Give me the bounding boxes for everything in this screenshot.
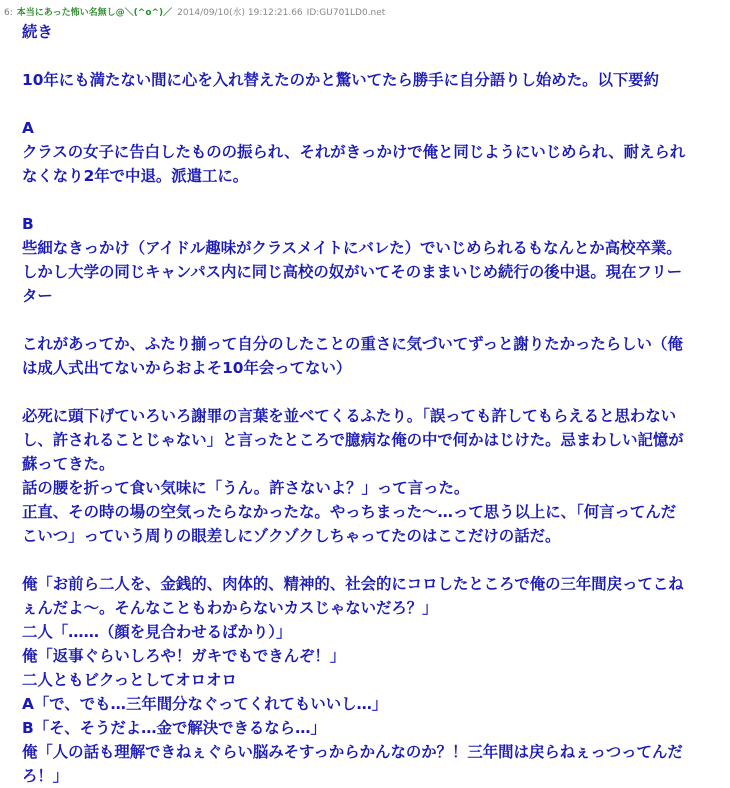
post-body-line: クラスの女子に告白したものの振られ、それがきっかけで俺と同じようにいじめられ、耐えられ — [22, 143, 686, 161]
post-body-line: 些細なきっかけ（アイドル趣味がクラスメイトにバレた）でいじめられるもなんとか高校卒業。 — [22, 239, 682, 257]
post-body-line: ぇんだよ〜。そんなこともわからないカスじゃないだろ？」 — [22, 599, 438, 617]
post-body-line: B「そ、そうだよ…金で解決できるなら…」 — [22, 719, 326, 737]
post-body-line: 正直、その時の場の空気ったらなかったな。やっちまった〜…って思う以上に、「何言ってんだ — [22, 503, 677, 521]
blank-line — [22, 92, 722, 116]
post-body-line: 二人ともビクっとしてオロオロ — [22, 671, 237, 689]
poster-name: 本当にあった怖い名無し@＼(^o^)／ — [16, 8, 173, 18]
post-body-line: A — [22, 119, 34, 137]
post-body-line: B — [22, 215, 34, 233]
post-body-line: 10年にも満たない間に心を入れ替えたのかと驚いてたら勝手に自分語りし始めた。以下要約 — [22, 71, 660, 89]
post-number[interactable]: 6: — [4, 8, 13, 18]
post-body-line: 二人「……（顔を見合わせるばかり）」 — [22, 623, 292, 641]
post-body-line: ろ！」 — [22, 767, 69, 785]
post-body-line: しかし大学の同じキャンパス内に同じ高校の奴がいてそのままいじめ続行の後中退。現在フリー — [22, 263, 683, 281]
post-date: 2014/09/10(水) 19:12:21.66 — [177, 8, 303, 18]
post-header — [4, 6, 385, 20]
post-body-line: は成人式出てないからおよそ10年会ってない） — [22, 359, 352, 377]
post-body-line: なくなり2年で中退。派遣工に。 — [22, 167, 249, 185]
blank-line — [22, 44, 722, 68]
post-body-line: 必死に頭下げていろいろ謝罪の言葉を並べてくるふたり。「誤っても許してもらえると思わない — [22, 407, 677, 425]
post-body-line: し、許されることじゃない」と言ったところで臆病な俺の中で何かはじけた。忌まわしい記憶が — [22, 431, 684, 449]
post-body-line: ター — [22, 287, 53, 305]
post-body-line: 話の腰を折って食い気味に「うん。許さないよ？」って言った。 — [22, 479, 470, 497]
blank-line — [22, 548, 722, 572]
post-body-line: これがあってか、ふたり揃って自分のしたことの重さに気づいてずっと謝りたかったらしい（俺 — [22, 335, 683, 353]
blank-line — [22, 380, 722, 404]
post-body-line: A「で、でも…三年間分なぐってくれてもいいし…」 — [22, 695, 388, 713]
blank-line — [22, 188, 722, 212]
post-body-line: 続き — [22, 23, 53, 41]
post-body-line: こいつ」っていう周りの眼差しにゾクゾクしちゃってたのはここだけの話だ。 — [22, 527, 561, 545]
post-body — [22, 20, 722, 788]
post-body-line: 俺「返事ぐらいしろや！ガキでもできんぞ！」 — [22, 647, 346, 665]
post-body-line: 蘇ってきた。 — [22, 455, 115, 473]
post-body-line: 俺「お前ら二人を、金銭的、肉体的、精神的、社会的にコロしたところで俺の三年間戻ってこね — [22, 575, 684, 593]
blank-line — [22, 308, 722, 332]
post-body-line: 俺「人の話も理解できねぇぐらい脳みそすっからかんなのか？！三年間は戻らねぇっつってんだ — [22, 743, 683, 761]
poster-id[interactable]: ID:GU701LD0.net — [306, 8, 386, 18]
